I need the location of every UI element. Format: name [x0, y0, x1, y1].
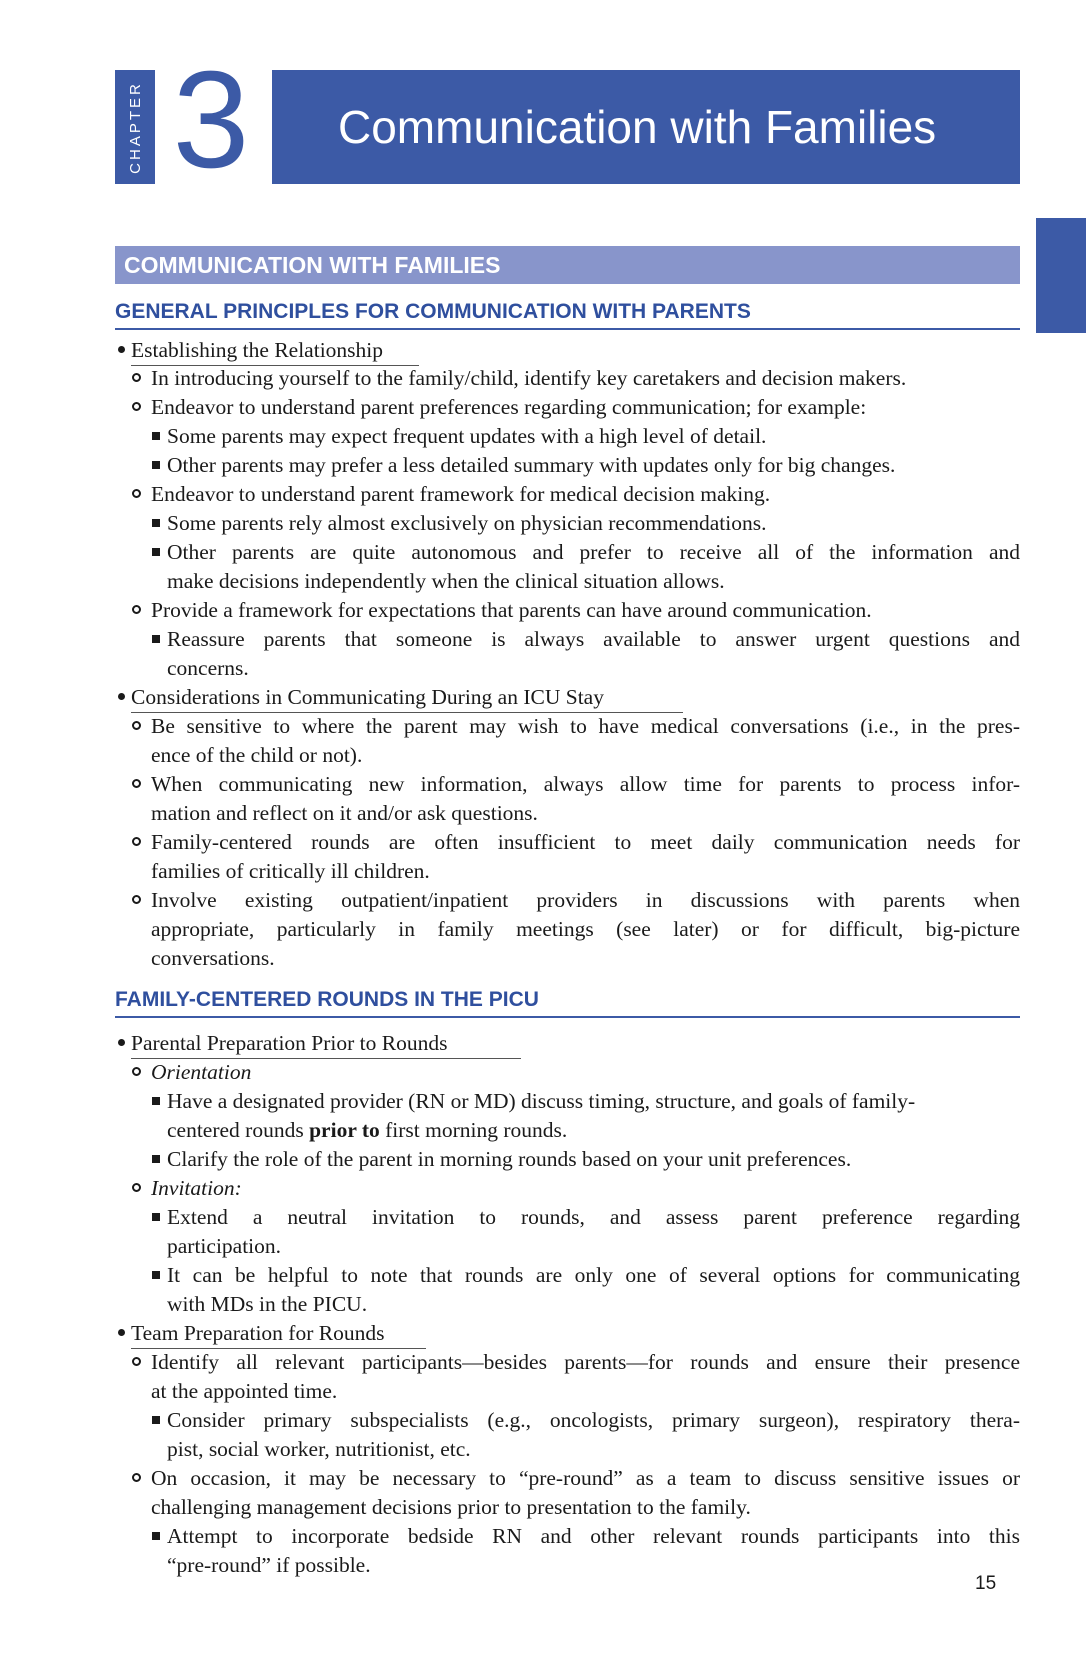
list-item-level3: Consider primary subspecialists (e.g., oncologists, primary surgeon), respiratory thera- — [167, 1408, 1020, 1432]
list-item-level1: Establishing the Relationship — [131, 338, 384, 362]
bullet-circle — [132, 895, 141, 904]
bullet-square — [152, 432, 160, 440]
list-item-level3: Attempt to incorporate bedside RN and other relevant rounds participants into this — [167, 1524, 1020, 1548]
chapter-label: CHAPTER — [126, 80, 144, 174]
subheading-family-centered-rounds: FAMILY-CENTERED ROUNDS IN THE PICU — [115, 985, 1020, 1018]
bullet-circle — [132, 1357, 141, 1366]
bullet-square — [152, 635, 160, 643]
list-item-level2: Invitation: — [151, 1176, 242, 1200]
list-item-level2: Identify all relevant participants—besides parents—for rounds and ensure their presence — [151, 1350, 1020, 1374]
list-item-level2-cont: conversations. — [151, 946, 275, 970]
bullet-dot — [118, 693, 125, 700]
bullet-circle — [132, 1067, 141, 1076]
list-item-level2: On occasion, it may be necessary to “pre-round” as a team to discuss sensitive issues or — [151, 1466, 1020, 1490]
list-item-level2-cont: mation and reflect on it and/or ask questions. — [151, 801, 538, 825]
list-item-level3: Some parents rely almost exclusively on physician recommendations. — [167, 511, 767, 535]
bullet-dot — [118, 346, 125, 353]
list-item-level3: Some parents may expect frequent updates with a high level of detail. — [167, 424, 767, 448]
bullet-circle — [132, 489, 141, 498]
list-item-level2: Involve existing outpatient/inpatient providers in discussions with parents when — [151, 888, 1020, 912]
list-item-level2: Provide a framework for expectations that parents can have around communication. — [151, 598, 872, 622]
bullet-circle — [132, 373, 141, 382]
thumb-index-tab — [1036, 218, 1086, 333]
list-item-level1: Considerations in Communicating During an ICU Stay — [131, 685, 604, 709]
bullet-square — [152, 1155, 160, 1163]
page-number: 15 — [975, 1573, 997, 1594]
list-item-level3: It can be helpful to note that rounds are only one of several options for communicating — [167, 1263, 1020, 1287]
list-item-level3: Other parents are quite autonomous and prefer to receive all of the information and — [167, 540, 1020, 564]
chapter-number: 3 — [172, 43, 250, 197]
list-item-level2: Be sensitive to where the parent may wish to have medical conversations (i.e., in the pres- — [151, 714, 1020, 738]
bullet-circle — [132, 779, 141, 788]
list-item-level3: Reassure parents that someone is always available to answer urgent questions and — [167, 627, 1020, 651]
list-item-level3: Have a designated provider (RN or MD) discuss timing, structure, and goals of family- — [167, 1089, 916, 1113]
section-bar — [115, 246, 1020, 284]
bullet-circle — [132, 837, 141, 846]
bullet-circle — [132, 402, 141, 411]
chapter-title-bar — [272, 70, 1020, 184]
bullet-square — [152, 1532, 160, 1540]
list-item-level2: When communicating new information, always allow time for parents to process infor- — [151, 772, 1020, 796]
list-item-level2-cont: ence of the child or not). — [151, 743, 363, 767]
bullet-dot — [118, 1039, 125, 1046]
list-item-level2: Endeavor to understand parent preferences regarding communication; for example: — [151, 395, 867, 419]
list-item-level2: Orientation — [151, 1060, 252, 1084]
bullet-square — [152, 1416, 160, 1424]
emphasis-text: prior to — [309, 1118, 380, 1142]
bullet-square — [152, 1097, 160, 1105]
list-item-level3-cont: concerns. — [167, 656, 249, 680]
chapter-label-bar — [115, 70, 155, 184]
list-item-level3: Extend a neutral invitation to rounds, and assess parent preference regarding — [167, 1205, 1020, 1229]
list-item-level1: Team Preparation for Rounds — [131, 1321, 385, 1345]
list-item-level3-cont: with MDs in the PICU. — [167, 1292, 368, 1316]
chapter-title: Communication with Families — [338, 101, 937, 153]
bullet-circle — [132, 605, 141, 614]
bullet-circle — [132, 1183, 141, 1192]
list-item-level3-cont: “pre-round” if possible. — [167, 1553, 371, 1577]
bullet-circle — [132, 721, 141, 730]
bullet-square — [152, 1271, 160, 1279]
list-item-level2: In introducing yourself to the family/child, identify key caretakers and decision makers. — [151, 366, 907, 390]
section-title: COMMUNICATION WITH FAMILIES — [124, 251, 501, 278]
bullet-circle — [132, 1473, 141, 1482]
list-item-level3: Clarify the role of the parent in morning rounds based on your unit preferences. — [167, 1147, 852, 1171]
bullet-square — [152, 461, 160, 469]
list-item-level2: Family-centered rounds are often insufficient to meet daily communication needs for — [151, 830, 1020, 854]
bullet-square — [152, 548, 160, 556]
bullet-square — [152, 1213, 160, 1221]
list-item-level3: Other parents may prefer a less detailed summary with updates only for big changes. — [167, 453, 896, 477]
subheading-general-principles: GENERAL PRINCIPLES FOR COMMUNICATION WITH PARENTS — [115, 297, 1020, 330]
list-item-level2-cont: families of critically ill children. — [151, 859, 430, 883]
list-item-level3-cont: make decisions independently when the clinical situation allows. — [167, 569, 725, 593]
list-item-level2: Endeavor to understand parent framework for medical decision making. — [151, 482, 771, 506]
list-item-level3-cont: pist, social worker, nutritionist, etc. — [167, 1437, 471, 1461]
list-item-level3-cont: participation. — [167, 1234, 282, 1258]
list-item-level2-cont: appropriate, particularly in family meetings (see later) or for difficult, big-picture — [151, 917, 1020, 941]
bullet-dot — [118, 1329, 125, 1336]
bullet-square — [152, 519, 160, 527]
list-item-level1: Parental Preparation Prior to Rounds — [131, 1031, 448, 1055]
list-item-level2-cont: at the appointed time. — [151, 1379, 338, 1403]
list-item-level3-cont — [167, 1116, 567, 1144]
list-item-level2-cont: challenging management decisions prior to presentation to the family. — [151, 1495, 751, 1519]
text-run: centered rounds — [167, 1118, 310, 1142]
text-run: first morning rounds. — [379, 1118, 568, 1142]
